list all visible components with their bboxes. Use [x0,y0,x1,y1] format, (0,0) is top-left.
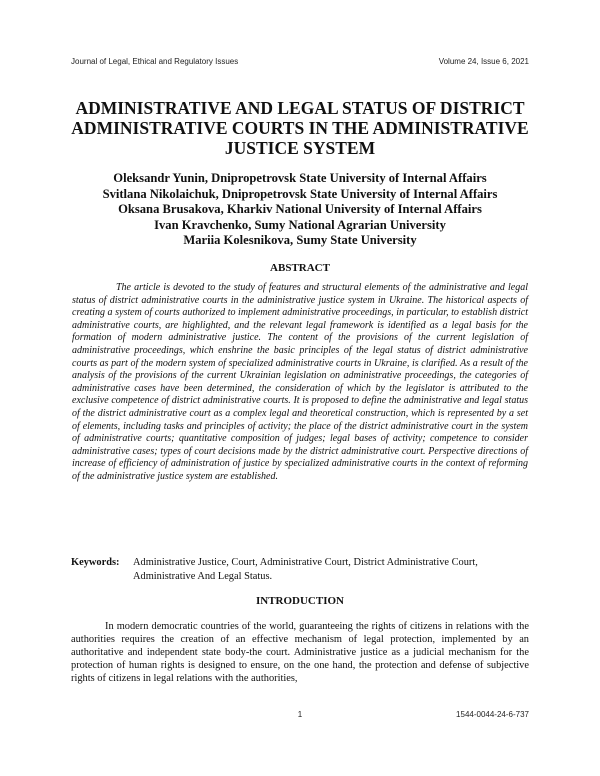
abstract-heading: ABSTRACT [270,262,330,274]
author-line: Ivan Kravchenko, Sumy National Agrarian University [154,217,446,232]
author-line: Svitlana Nikolaichuk, Dnipropetrovsk State University of Internal Affairs [102,186,498,201]
keywords-text: Administrative Justice, Court, Administrative Court, District Administrative Court, Administrative And Legal Status. [133,557,478,582]
introduction-text: In modern democratic countries of the world, guaranteeing the rights of citizens in relations with the authorities requires the creation of an effective mechanism of legal protection, implemented by an authoritative and independent state body-the court. Administrative justice as a judicial mechanism for the protection of human rights is designed to ensure, on the one hand, the protection and defense of subjective rights of citizens in legal relations with the authorities, [71,621,529,685]
running-header [71,57,529,66]
keywords-section [71,556,529,584]
document-id: 1544-0044-24-6-737 [456,710,529,719]
abstract-text: The article is devoted to the study of features and structural elements of the administrative and legal status of district administrative courts in the administrative justice system in Ukraine. The historical aspects of creating a system of courts authorized to implement administrative proceedings, in particular, to establish district administrative courts, are highlighted, and the relevant legal framework is identified as a legal basis for the formation of modern administrative justice. The content of the provisions of the current legislation of administrative proceedings, which enshrine the basic principles of the legal status of district administrative courts as part of the modern system of specialized administrative courts in Ukraine, is clarified. As a result of the analysis of the provisions of the current Ukrainian legislation on administrative proceedings, the categories of administrative cases have been determined, the consideration of which by the legislator is attributed to the exclusive competence of district administrative courts. It is proposed to define the administrative and legal status of the district administrative court as a complex legal and theoretical construction, which is represented by a set of elements, including tasks and principles of activity; the place of the district administrative court in the system of administrative courts; quantitative composition of judges; legal bases of activity; competence to consider administrative cases; types of court decisions made by the district administrative court. Perspective directions of increase of efficiency of administration of justice by specialized administrative courts in the context of reforming of the administrative justice system are established. [72,282,528,482]
page-number: 1 [297,710,303,719]
keywords-label: Keywords: [71,557,120,568]
journal-name: Journal of Legal, Ethical and Regulatory Issues [71,57,239,66]
author-line: Oksana Brusakova, Kharkiv National University of Internal Affairs [118,202,482,216]
author-line: Oleksandr Yunin, Dnipropetrovsk State University of Internal Affairs [113,171,487,185]
volume-issue: Volume 24, Issue 6, 2021 [438,57,529,66]
author-list [60,171,540,249]
introduction-heading: INTRODUCTION [255,595,344,607]
paper-title: ADMINISTRATIVE AND LEGAL STATUS OF DISTRICT ADMINISTRATIVE COURTS IN THE ADMINISTRATIVE JUSTICE SYSTEM [71,98,529,158]
author-line: Mariia Kolesnikova, Sumy State University [183,233,417,247]
